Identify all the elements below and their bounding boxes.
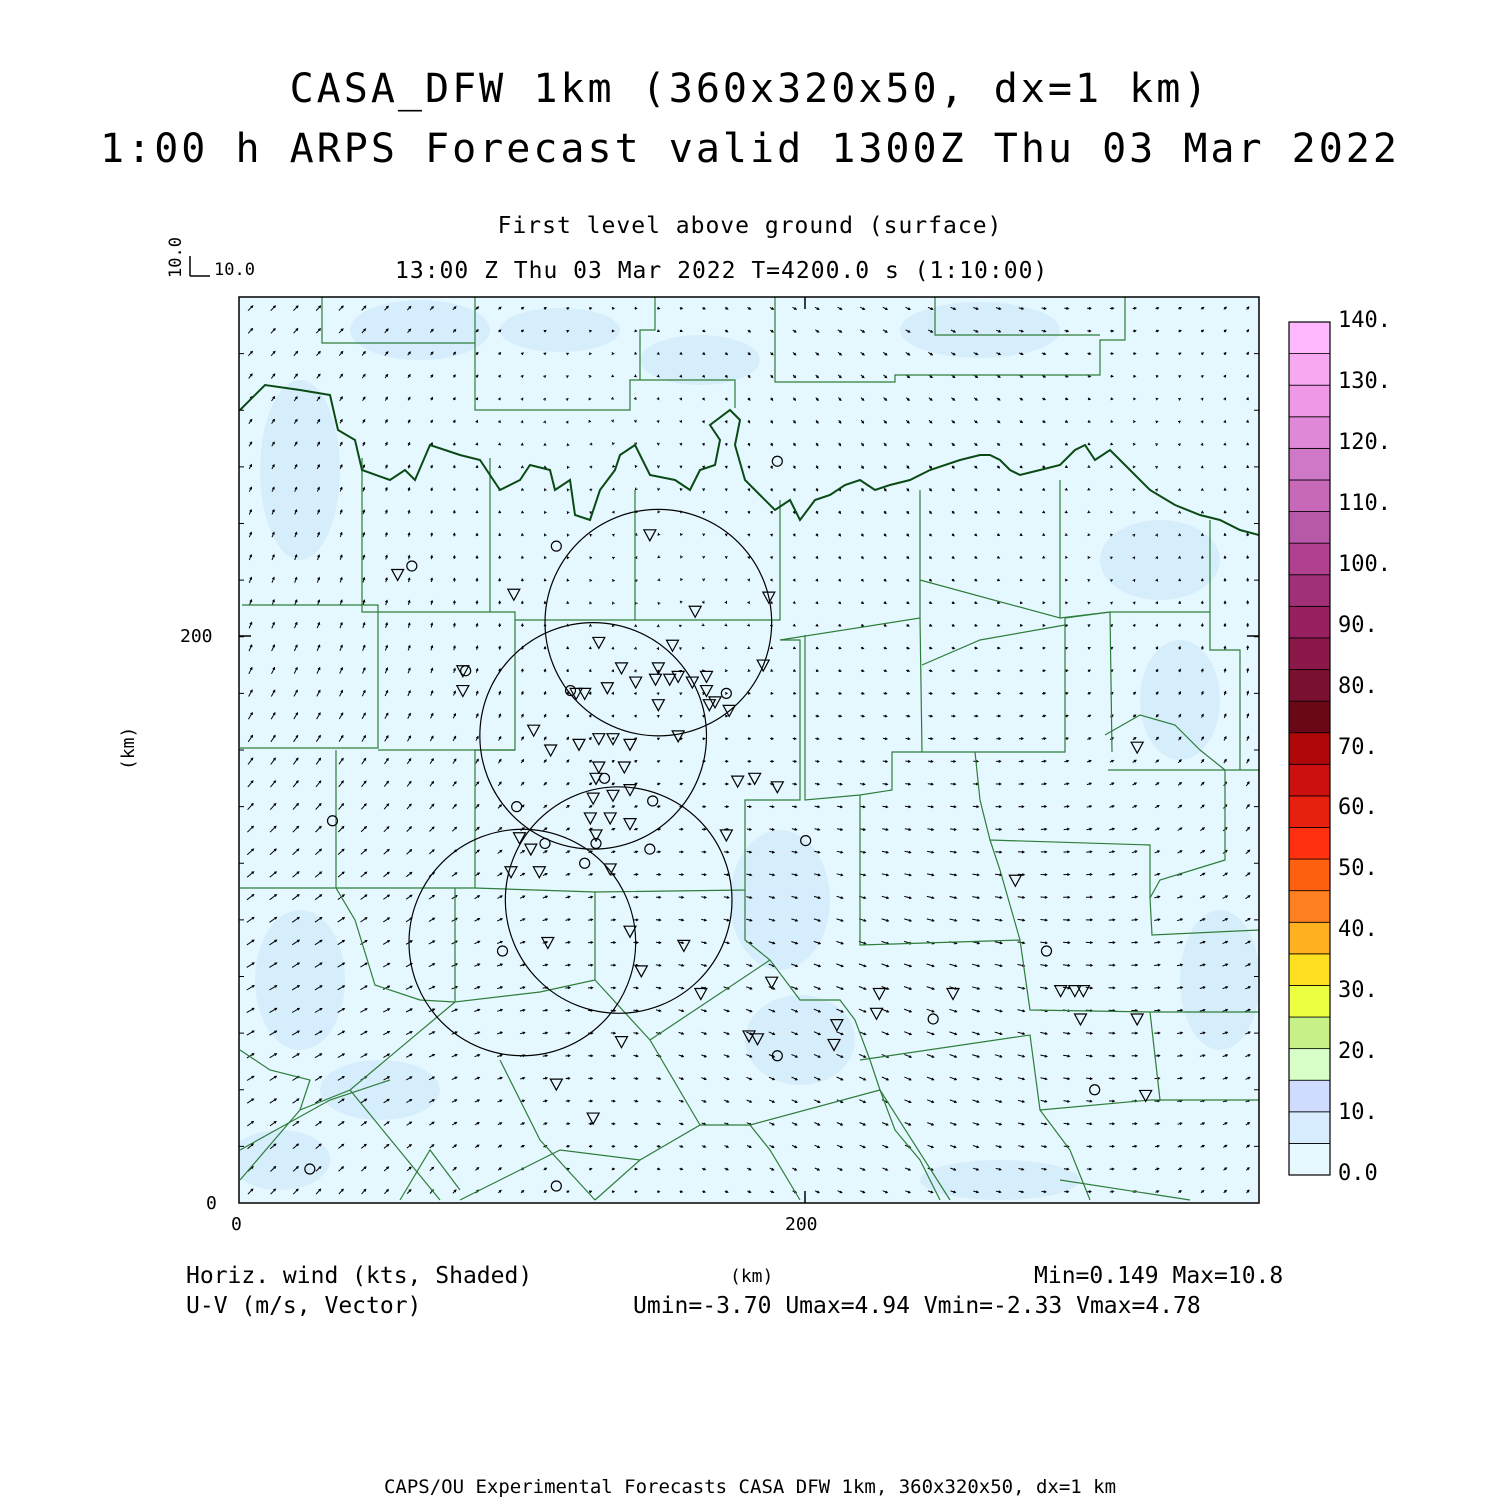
colorbar-segment — [1289, 954, 1330, 986]
colorbar-segment — [1289, 733, 1330, 765]
reference-vector-icon — [190, 256, 210, 276]
x-tick-200: 200 — [785, 1214, 818, 1235]
colorbar-segment — [1289, 1112, 1330, 1144]
vector-note: U-V (m/s, Vector) — [186, 1293, 422, 1319]
colorbar — [1289, 322, 1330, 1175]
colorbar-label: 120. — [1338, 429, 1391, 455]
colorbar-segment — [1289, 512, 1330, 544]
shading-note: Horiz. wind (kts, Shaded) — [186, 1263, 533, 1289]
x-tick-0: 0 — [231, 1214, 242, 1235]
colorbar-label: 60. — [1338, 795, 1378, 821]
colorbar-label: 50. — [1338, 856, 1378, 882]
colorbar-segment — [1289, 859, 1330, 891]
colorbar-label: 70. — [1338, 734, 1378, 760]
colorbar-segment — [1289, 1049, 1330, 1081]
colorbar-label: 20. — [1338, 1039, 1378, 1065]
colorbar-segment — [1289, 448, 1330, 480]
y-axis-label: (km) — [118, 726, 139, 770]
colorbar-segment — [1289, 670, 1330, 702]
map-title-line2: 1:00 h ARPS Forecast valid 1300Z Thu 03 Mar 2022 — [100, 126, 1400, 172]
y-tick-0: 0 — [206, 1193, 217, 1214]
colorbar-label: 0.0 — [1338, 1161, 1378, 1186]
colorbar-segment — [1289, 575, 1330, 607]
map-title-line1: CASA_DFW 1km (360x320x50, dx=1 km) — [289, 66, 1211, 112]
colorbar-segment — [1289, 480, 1330, 512]
y-tick-200: 200 — [180, 626, 213, 647]
colorbar-label: 10. — [1338, 1100, 1378, 1126]
colorbar-segment — [1289, 891, 1330, 923]
colorbar-label: 90. — [1338, 612, 1378, 638]
colorbar-label: 80. — [1338, 673, 1378, 699]
footer-credit: CAPS/OU Experimental Forecasts CASA DFW 1km, 360x320x50, dx=1 km — [383, 1476, 1117, 1498]
time-subtitle: 13:00 Z Thu 03 Mar 2022 T=4200.0 s (1:10:00) — [395, 258, 1049, 284]
colorbar-segment — [1289, 827, 1330, 859]
colorbar-label: 140. — [1338, 308, 1391, 333]
colorbar-label: 30. — [1338, 978, 1378, 1004]
colorbar-segment — [1289, 922, 1330, 954]
colorbar-segment — [1289, 1143, 1330, 1175]
colorbar-segment — [1289, 1017, 1330, 1049]
uv-stats: Umin=-3.70 Umax=4.94 Vmin=-2.33 Vmax=4.78 — [633, 1293, 1201, 1319]
colorbar-segment — [1289, 796, 1330, 828]
reference-vector-v-label: 10.0 — [166, 237, 186, 278]
reference-vector-u-label: 10.0 — [214, 260, 255, 280]
level-subtitle: First level above ground (surface) — [497, 213, 1003, 239]
colorbar-segment — [1289, 638, 1330, 670]
colorbar-segment — [1289, 701, 1330, 733]
colorbar-label: 100. — [1338, 551, 1391, 577]
colorbar-segment — [1289, 985, 1330, 1017]
x-axis-label: (km) — [730, 1266, 774, 1287]
colorbar-segment — [1289, 385, 1330, 417]
colorbar-segment — [1289, 1080, 1330, 1112]
colorbar-segment — [1289, 606, 1330, 638]
colorbar-segment — [1289, 322, 1330, 354]
colorbar-segment — [1289, 764, 1330, 796]
colorbar-segment — [1289, 543, 1330, 575]
colorbar-segment — [1289, 417, 1330, 449]
colorbar-label: 40. — [1338, 917, 1378, 943]
colorbar-segment — [1289, 354, 1330, 386]
colorbar-label: 110. — [1338, 490, 1391, 516]
colorbar-label: 130. — [1338, 368, 1391, 394]
minmax-stats: Min=0.149 Max=10.8 — [1034, 1263, 1284, 1289]
